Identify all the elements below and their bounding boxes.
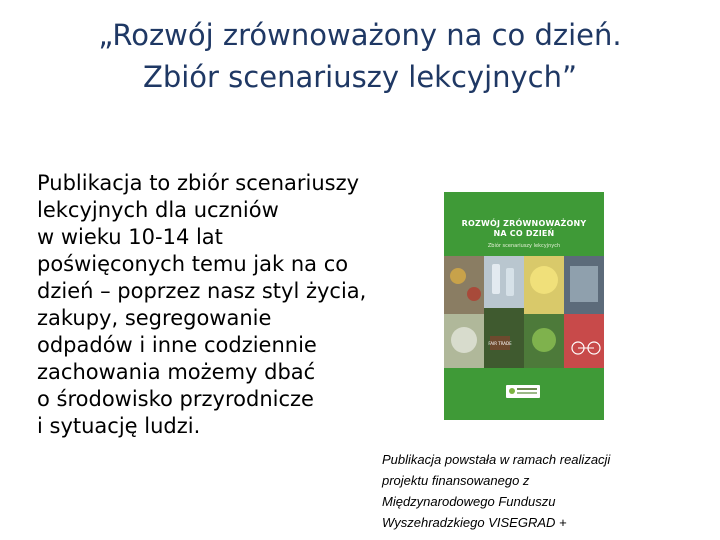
bottle-shape	[492, 264, 500, 294]
cover-photo-collage	[444, 256, 604, 368]
slide-title	[0, 14, 720, 98]
slide-title-line-2: Zbiór scenariuszy lekcyjnych”	[142, 60, 578, 94]
description-line: w wieku 10-14 lat	[37, 225, 223, 249]
bottle-shape	[506, 268, 514, 296]
cover-title-line-1: ROZWÓJ ZRÓWNOWAŻONY	[461, 219, 587, 228]
description-line: zachowania możemy dbać	[37, 360, 316, 384]
description-line: dzień – poprzez nasz styl życia,	[37, 279, 367, 303]
caption-line: projektu finansowanego z	[382, 473, 530, 488]
funding-caption	[382, 449, 712, 533]
description-line: zakupy, segregowanie	[37, 306, 272, 330]
description-line: odpadów i inne codziennie	[37, 333, 317, 357]
logo-mark	[509, 388, 515, 394]
cover-title-line-2: NA CO DZIEŃ	[493, 229, 555, 238]
lemon-shape	[530, 266, 558, 294]
caption-line: Wyszehradzkiego VISEGRAD +	[382, 515, 567, 530]
appliance-shape	[570, 266, 598, 302]
caption-line: Międzynarodowego Funduszu	[382, 494, 556, 509]
caption-line: Publikacja powstała w ramach realizacji	[382, 452, 611, 467]
cover-subtitle: Zbiór scenariuszy lekcyjnych	[487, 243, 561, 249]
glass-shape	[451, 327, 477, 353]
description-line: Publikacja to zbiór scenariuszy	[37, 171, 360, 195]
logo-wordmark	[517, 388, 537, 390]
cover-title	[452, 219, 596, 239]
description-text	[37, 170, 397, 440]
collage-vegetable	[450, 268, 466, 284]
leaf-shape	[532, 328, 556, 352]
fair-trade-label: FAIR TRADE	[488, 341, 512, 346]
collage-plastic-bottles	[484, 256, 524, 308]
slide-title-line-1: „Rozwój zrównoważony na co dzień.	[98, 18, 622, 52]
description-line: lekcyjnych dla uczniów	[37, 198, 279, 222]
description-line: i sytuację ludzi.	[37, 414, 201, 438]
book-cover-image	[444, 192, 604, 420]
collage-fruit	[467, 287, 481, 301]
description-line: poświęconych temu jak na co	[37, 252, 349, 276]
leaf-logo-icon	[506, 385, 540, 398]
description-line: o środowisko przyrodnicze	[37, 387, 314, 411]
collage-bike-lane-photo	[564, 314, 604, 368]
collage-food-photo	[444, 256, 484, 314]
